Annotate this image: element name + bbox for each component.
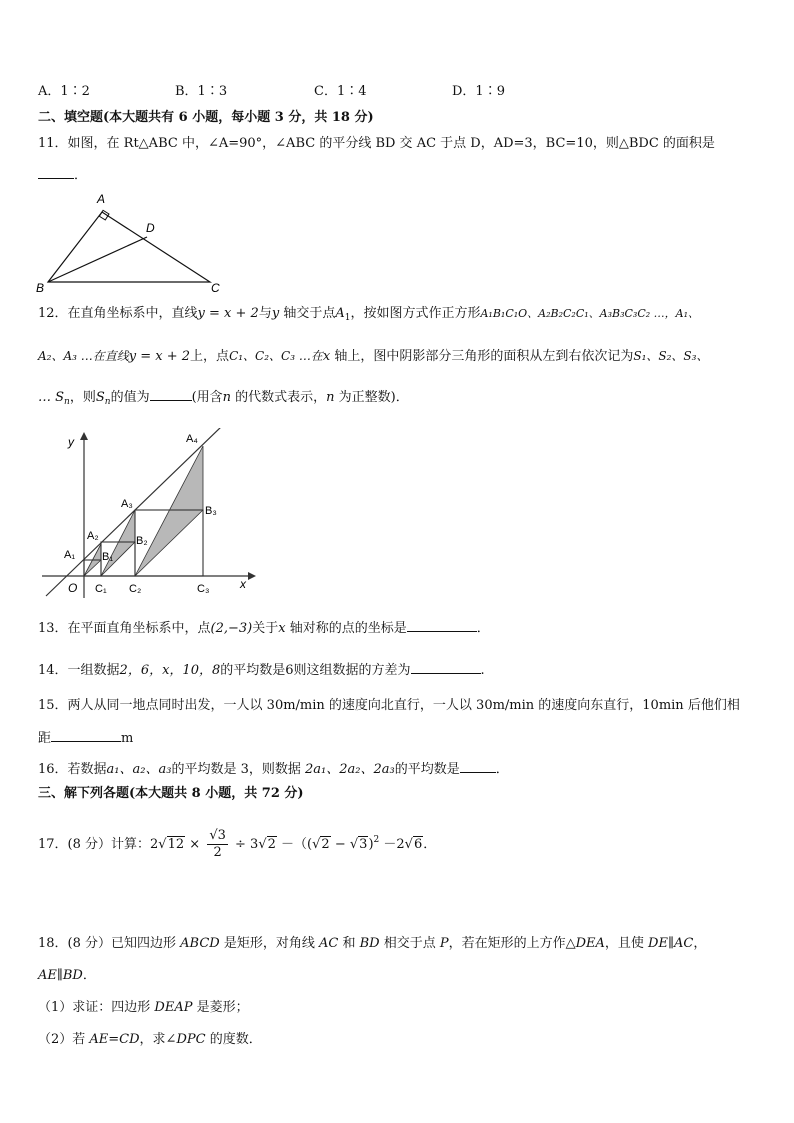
q12-squares-figure [38,428,258,600]
question-13: 13．在平面直角坐标系中，点(2,−3)关于x 轴对称的点的坐标是 ． [38,621,490,636]
question-18-part-1: （1）求证：四边形 DEAP 是菱形； [38,1000,249,1015]
q16-data-2: 2a₁、2a₂、2a₃ [304,762,395,777]
question-18-line-2: AE∥BD． [38,968,96,983]
label-c2: C₂ [129,583,142,595]
label-b3: B₃ [205,505,217,517]
label-c: C [211,281,220,294]
question-12-line-2: A₂、A₃ …在直线y = x + 2上，点C₁、C₂、C₃ …在x 轴上，图中阴影部分三角形的面积从左到右依次记为S₁、S₂、S₃、 [38,349,709,364]
q11-answer-blank[interactable] [38,166,74,179]
q17-fraction: $\frac{√3}{2}$ [209,828,226,860]
question-17: 17．(8 分）计算：2√12 × $\frac{√3}{2}$ ÷ $3√2 -((√2 - √3)^2 -2√6$． [38,828,437,860]
question-14: 14．一组数据2，6，x，10，8的平均数是6则这组数据的方差为 . [38,663,485,678]
q11-triangle-figure [30,190,230,294]
q12-squares: A₁B₁C₁O、A₂B₂C₂C₁、A₃B₃C₃C₂ …，A₁、 [480,307,700,320]
section-title-solve: 三、解下列各题(本大题共 8 小题，共 72 分) [38,786,304,801]
q14-data: 2，6，x，10，8 [119,663,221,678]
question-18-part-2: （2）若 AE=CD，求∠DPC 的度数． [38,1032,262,1047]
q13-point: (2,−3) [210,621,253,636]
q11-text: 11．如图，在 Rt△ABC 中，∠A=90°，∠ABC 的平分线 BD 交 AC 于点 D，AD=3，BC=10，则△BDC 的面积是 [38,136,715,151]
label-a: A [97,192,106,206]
question-16: 16．若数据a₁、a₂、a₃的平均数是 3，则数据 2a₁、2a₂、2a₃的平均数是 ． [38,762,509,777]
label-axis-x: x [240,577,246,591]
label-a3: A₃ [121,498,133,510]
label-a1: A₁ [64,549,76,561]
question-15-line-2: 距 m [38,731,134,746]
label-a4: A₄ [186,433,198,445]
section-title-fill-blank: 二、填空题(本大题共有 6 小题，每小题 3 分，共 18 分) [38,110,374,125]
q15-answer-blank[interactable] [51,729,121,742]
label-a2: A₂ [87,530,99,542]
question-12-line-3: … $S_n$，则$S_n$的值为 (用含n 的代数式表示，n 为正整数)． [38,390,409,407]
question-18-line-1: 18．(8 分）已知四边形 ABCD 是矩形，对角线 AC 和 BD 相交于点 P，若在矩形的上方作△DEA，且使 DE∥AC， [38,936,707,951]
label-c3: C₃ [197,583,210,595]
choice-c: C．1∶4 [314,84,367,99]
question-11-answer: ． [38,166,87,185]
question-15-line-1: 15．两人从同一地点同时出发，一人以 30m/min 的速度向北直行，一人以 30m/min 的速度向东直行，10min 后他们相 [38,698,740,713]
x-axis-arrow [248,572,256,580]
question-12-line-1: 12．在直角坐标系中，直线y = x + 2与y 轴交于点$A_1$，按如图方式作正方形A₁B₁C₁O、A₂B₂C₂C₁、A₃B₃C₃C₂ …，A₁、 [38,306,700,323]
y-axis-arrow [80,432,88,440]
label-axis-y: y [68,435,74,449]
q12-line-equation: y = x + 2 [197,306,259,321]
shaded-triangle-2 [101,510,135,576]
q13-answer-blank[interactable] [407,619,477,632]
shaded-triangle-3 [135,446,203,576]
question-11 [38,135,715,153]
label-d: D [146,221,155,235]
choice-d: D．1∶9 [452,84,505,99]
q14-answer-blank[interactable] [411,661,481,674]
label-b2: B₂ [136,535,148,547]
label-origin: O [68,581,78,595]
label-c1: C₁ [95,583,107,595]
q16-data-1: a₁、a₂、a₃ [106,762,172,777]
choice-b: B．1∶3 [175,84,228,99]
label-b1: B₁ [102,551,114,563]
segment-bd [48,237,147,282]
choice-a: A．1∶2 [38,84,90,99]
q16-answer-blank[interactable] [460,760,496,773]
label-b: B [36,281,45,294]
q12-answer-blank[interactable] [150,388,192,401]
